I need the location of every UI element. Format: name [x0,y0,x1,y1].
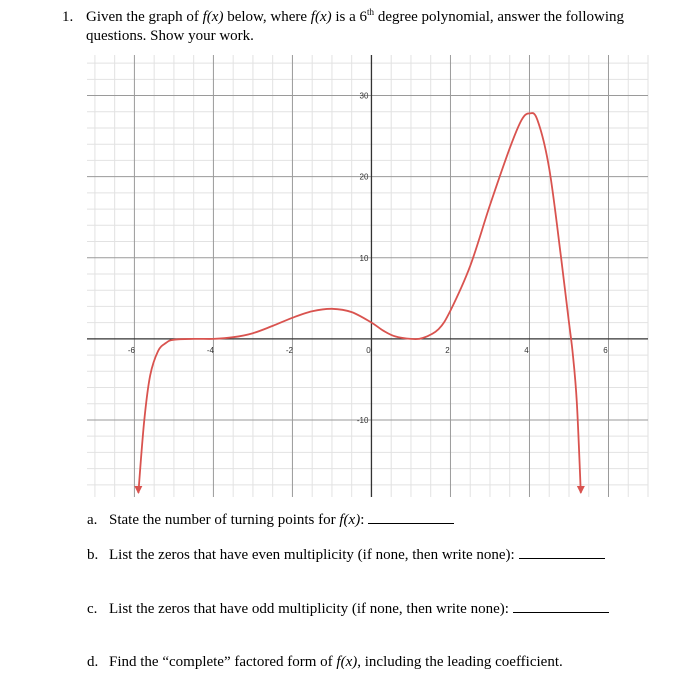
question-c [87,598,609,619]
x-tick-label: 6 [603,345,608,355]
question-label: c. [87,601,98,617]
question-label: b. [87,547,99,563]
question-b [87,544,605,565]
question-text: List the zeros that have even multiplicity (if none, then write none): [109,547,515,563]
question-d [87,653,563,672]
question-a [87,509,454,530]
curve-arrow-head [577,486,585,494]
question-text: State the number of turning points for [109,512,340,528]
y-tick-label: 20 [359,172,369,182]
question-text: Find the “complete” factored form of [109,654,337,670]
y-tick-label: 30 [359,91,369,101]
fx-symbol: f(x) [310,9,332,25]
question-label: d. [87,654,99,670]
curve-arrow-head [134,486,142,494]
x-tick-label: -2 [285,345,293,355]
problem-text-part: is a 6 [331,9,368,25]
fx-symbol: f(x) [336,654,358,670]
answer-blank[interactable] [519,544,605,559]
answer-blank[interactable] [368,509,454,524]
answer-blank[interactable] [513,598,609,613]
degree-superscript: th [367,7,375,17]
problem-text-part: Given the graph of [86,9,203,25]
question-text: List the zeros that have odd multiplicity (if none, then write none): [109,601,509,617]
x-tick-label: -4 [206,345,214,355]
problem-text-part: degree polynomial, answer the following questions. Show your work. [86,9,624,44]
question-text: : [360,512,365,528]
x-tick-label: -6 [127,345,135,355]
x-tick-label: 2 [445,345,450,355]
problem-text-part: below, where [223,9,311,25]
y-tick-label: -10 [356,415,369,425]
problem-number: 1. [62,9,74,25]
question-text: , including the leading coefficient. [357,654,563,670]
question-label: a. [87,512,98,528]
y-tick-label: 10 [359,253,369,263]
fx-symbol: f(x) [339,512,361,528]
x-tick-label: 0 [366,345,371,355]
fx-symbol: f(x) [202,9,224,25]
x-tick-label: 4 [524,345,529,355]
